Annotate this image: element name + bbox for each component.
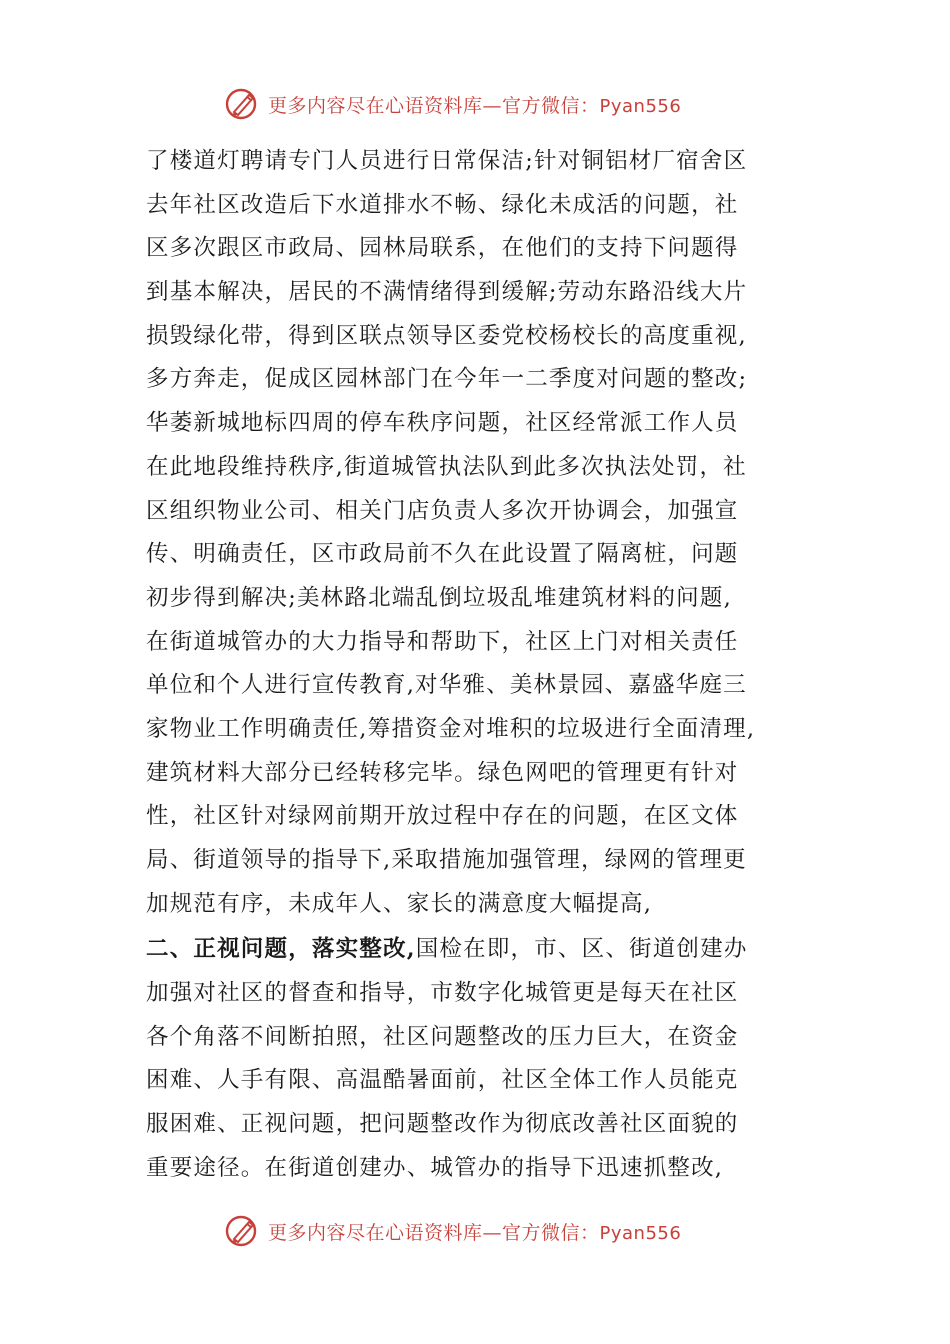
text-line: 去年社区改造后下水道排水不畅、绿化未成活的问题，社 [146, 191, 739, 218]
text-line: 损毁绿化带，得到区联点领导区委党校杨校长的高度重视, [146, 322, 747, 349]
document-body [146, 140, 810, 1191]
text-line: 传、明确责任，区市政局前不久在此设置了隔离桩，问题 [146, 541, 739, 568]
header-banner [224, 84, 744, 124]
pen-nib-circle-icon [224, 1213, 262, 1249]
text-line: 局、街道领导的指导下,采取措施加强管理，绿网的管理更 [146, 847, 747, 873]
text-line: 各个角落不间断拍照，社区问题整改的压力巨大，在资金 [146, 1023, 739, 1050]
text-line: 在此地段维持秩序,街道城管执法队到此多次执法处罚，社 [146, 453, 747, 480]
text-line: 性，社区针对绿网前期开放过程中存在的问题，在区文体 [146, 803, 739, 830]
text-line: 在街道城管办的大力指导和帮助下，社区上门对相关责任 [146, 628, 739, 655]
text-line: 单位和个人进行宣传教育,对华雅、美林景园、嘉盛华庭三 [146, 672, 747, 699]
pen-nib-circle-icon [224, 86, 262, 122]
text-line: 初步得到解决;美林路北端乱倒垃圾乱堆建筑材料的问题, [146, 584, 732, 611]
text-line: 服困难、正视问题，把问题整改作为彻底改善社区面貌的 [146, 1111, 739, 1138]
text-line: 建筑材料大部分已经转移完毕。绿色网吧的管理更有针对 [146, 759, 739, 786]
paragraph-1 [146, 140, 810, 926]
text-line: 了楼道灯聘请专门人员进行日常保洁;针对铜铝材厂宿舍区 [146, 148, 748, 174]
section-2-first-line [146, 928, 810, 972]
banner-text: 更多内容尽在心语资料库—官方微信： [268, 1221, 600, 1244]
text-line: 加强对社区的督查和指导，市数字化城管更是每天在社区 [146, 980, 739, 1007]
banner-wechat-id: Pyan556 [599, 95, 682, 117]
banner-wechat-id: Pyan556 [599, 1222, 682, 1244]
text-line: 困难、人手有限、高温酷暑面前，社区全体工作人员能克 [146, 1067, 739, 1094]
text-line: 区组织物业公司、相关门店负责人多次开协调会，加强宣 [146, 497, 739, 524]
text-line: 到基本解决，居民的不满情绪得到缓解;劳动东路沿线大片 [146, 279, 748, 306]
text-line: 区多次跟区市政局、园林局联系，在他们的支持下问题得 [146, 235, 739, 262]
text-line: 华萎新城地标四周的停车秩序问题，社区经常派工作人员 [146, 410, 739, 437]
text-line: 多方奔走，促成区园林部门在今年一二季度对问题的整改; [146, 366, 748, 393]
banner-text: 更多内容尽在心语资料库—官方微信： [268, 94, 600, 117]
text-line: 重要途径。在街道创建办、城管办的指导下迅速抓整改, [146, 1154, 724, 1181]
text-line: 加规范有序，未成年人、家长的满意度大幅提高, [146, 890, 653, 917]
text-line: 家物业工作明确责任,筹措资金对堆积的垃圾进行全面清理, [146, 715, 756, 742]
text-span: 国检在即，市、区、街道创建办 [415, 936, 748, 963]
footer-banner [224, 1211, 744, 1251]
section-heading: 二、正视问题，落实整改, [146, 936, 416, 963]
section-2 [146, 928, 810, 1190]
